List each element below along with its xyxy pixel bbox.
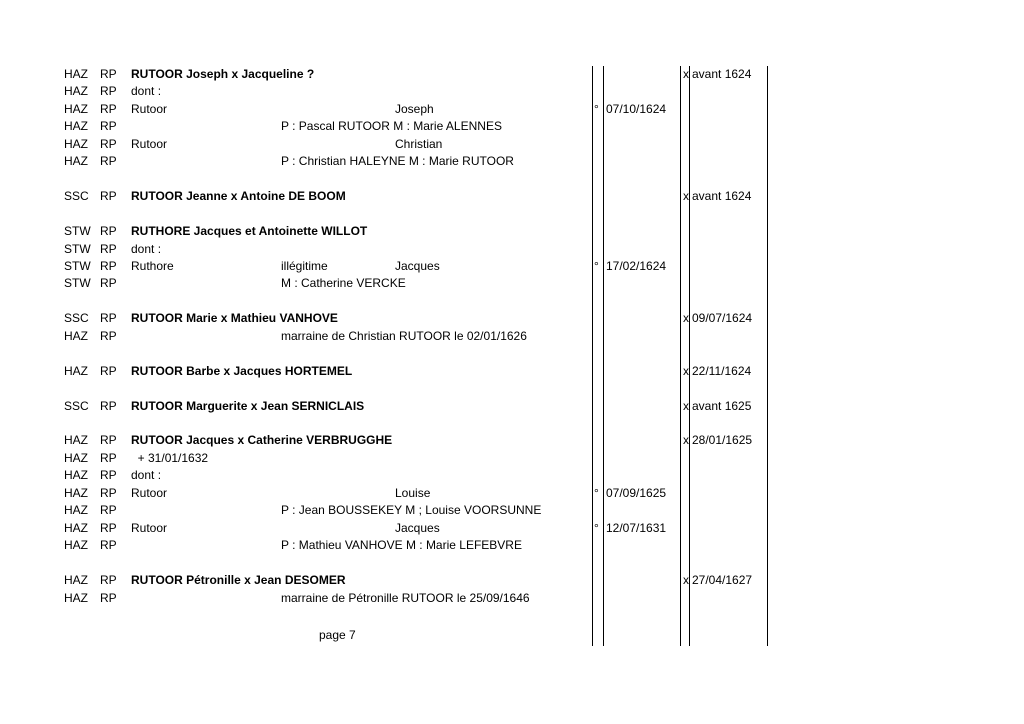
register-type: RP xyxy=(100,224,117,239)
marriage-date: 28/01/1625 xyxy=(692,433,753,448)
marriage-date: 27/04/1627 xyxy=(692,573,753,588)
entry-detail: marraine de Christian RUTOOR le 02/01/1626 xyxy=(281,328,527,343)
marriage-mark: x xyxy=(683,189,689,204)
marriage-mark: x xyxy=(683,311,689,326)
table-row xyxy=(0,310,1024,327)
table-row xyxy=(0,450,1024,467)
register-type: RP xyxy=(100,433,117,448)
marriage-mark: x xyxy=(683,363,689,378)
register-type: RP xyxy=(100,84,117,99)
entry-name: RUTOOR Joseph x Jacqueline ? xyxy=(131,67,315,81)
parish-code: HAZ xyxy=(64,84,88,99)
marriage-date: 09/07/1624 xyxy=(692,311,753,326)
table-row xyxy=(0,118,1024,135)
marriage-date: avant 1624 xyxy=(692,189,752,204)
register-type: RP xyxy=(100,276,117,291)
marriage-mark: x xyxy=(683,573,689,588)
entry-name: dont : xyxy=(131,84,162,99)
marriage-date: 22/11/1624 xyxy=(692,363,752,378)
given-name: Jacques xyxy=(395,520,440,535)
register-type: RP xyxy=(100,520,117,535)
table-row xyxy=(0,432,1024,449)
parish-code: STW xyxy=(64,258,91,273)
table-row xyxy=(0,363,1024,380)
parish-code: STW xyxy=(64,241,91,256)
baptism-date: 07/09/1625 xyxy=(606,485,667,500)
given-name: Louise xyxy=(395,485,431,500)
entry-name: RUTOOR Jeanne x Antoine DE BOOM xyxy=(131,189,346,204)
register-type: RP xyxy=(100,101,117,116)
table-row xyxy=(0,258,1024,275)
register-type: RP xyxy=(100,485,117,500)
entry-name: Rutoor xyxy=(131,485,168,500)
marriage-date: avant 1625 xyxy=(692,398,752,413)
register-type: RP xyxy=(100,450,117,465)
register-type: RP xyxy=(100,154,117,169)
given-name: Joseph xyxy=(395,101,434,116)
register-type: RP xyxy=(100,590,117,605)
table-row xyxy=(0,590,1024,607)
register-type: RP xyxy=(100,363,117,378)
register-type: RP xyxy=(100,503,117,518)
parish-code: HAZ xyxy=(64,67,88,81)
entry-detail: P : Pascal RUTOOR M : Marie ALENNES xyxy=(281,119,502,134)
entry-detail: illégitime xyxy=(281,258,328,273)
table-row xyxy=(0,241,1024,258)
baptism-date: 07/10/1624 xyxy=(606,101,667,116)
table-row xyxy=(0,485,1024,502)
register-type: RP xyxy=(100,119,117,134)
parish-code: HAZ xyxy=(64,101,88,116)
entry-detail: P : Jean BOUSSEKEY M ; Louise VOORSUNNE xyxy=(281,503,542,518)
parish-code: HAZ xyxy=(64,503,88,518)
entry-detail: P : Mathieu VANHOVE M : Marie LEFEBVRE xyxy=(281,538,522,553)
entry-name: RUTOOR Marguerite x Jean SERNICLAIS xyxy=(131,398,365,413)
table-row xyxy=(0,502,1024,519)
parish-code: HAZ xyxy=(64,573,88,588)
register-type: RP xyxy=(100,398,117,413)
table-row xyxy=(0,136,1024,153)
parish-code: HAZ xyxy=(64,468,88,483)
table-row xyxy=(0,572,1024,589)
table-row xyxy=(0,101,1024,118)
parish-code: STW xyxy=(64,224,91,239)
entry-name: RUTOOR Marie x Mathieu VANHOVE xyxy=(131,311,338,326)
register-type: RP xyxy=(100,311,117,326)
parish-code: SSC xyxy=(64,189,89,204)
table-row xyxy=(0,328,1024,345)
entry-name: RUTOOR Jacques x Catherine VERBRUGGHE xyxy=(131,433,393,448)
entry-detail: marraine de Pétronille RUTOOR le 25/09/1646 xyxy=(281,590,530,605)
baptism-mark: ° xyxy=(594,485,599,500)
parish-code: STW xyxy=(64,276,91,291)
parish-code: SSC xyxy=(64,398,89,413)
register-type: RP xyxy=(100,241,117,256)
parish-code: HAZ xyxy=(64,450,88,465)
table-row xyxy=(0,188,1024,205)
register-type: RP xyxy=(100,468,117,483)
table-row xyxy=(0,66,1024,83)
register-type: RP xyxy=(100,328,117,343)
parish-code: HAZ xyxy=(64,538,88,553)
parish-code: HAZ xyxy=(64,520,88,535)
entry-name: Ruthore xyxy=(131,258,174,273)
table-row xyxy=(0,520,1024,537)
entry-detail: P : Christian HALEYNE M : Marie RUTOOR xyxy=(281,154,514,169)
baptism-mark: ° xyxy=(594,520,599,535)
parish-code: HAZ xyxy=(64,363,88,378)
table-row xyxy=(0,275,1024,292)
given-name: Jacques xyxy=(395,258,440,273)
parish-code: HAZ xyxy=(64,433,88,448)
register-type: RP xyxy=(100,67,117,81)
table-row xyxy=(0,153,1024,170)
baptism-date: 12/07/1631 xyxy=(606,520,667,535)
entry-name: Rutoor xyxy=(131,136,168,151)
register-type: RP xyxy=(100,573,117,588)
entry-name: RUTHORE Jacques et Antoinette WILLOT xyxy=(131,224,368,239)
table-row xyxy=(0,83,1024,100)
marriage-date: avant 1624 xyxy=(692,67,752,81)
table-row xyxy=(0,467,1024,484)
parish-code: HAZ xyxy=(64,328,88,343)
page-number: page 7 xyxy=(319,628,356,642)
entry-detail: M : Catherine VERCKE xyxy=(281,276,406,291)
parish-code: HAZ xyxy=(64,136,88,151)
entry-name: Rutoor xyxy=(131,101,168,116)
parish-code: HAZ xyxy=(64,119,88,134)
parish-code: HAZ xyxy=(64,590,88,605)
table-row xyxy=(0,537,1024,554)
register-type: RP xyxy=(100,538,117,553)
table-row xyxy=(0,223,1024,240)
given-name: Christian xyxy=(395,136,443,151)
parish-code: HAZ xyxy=(64,485,88,500)
register-type: RP xyxy=(100,258,117,273)
table-row xyxy=(0,398,1024,415)
entry-name: dont : xyxy=(131,468,162,483)
baptism-mark: ° xyxy=(594,258,599,273)
marriage-mark: x xyxy=(683,398,689,413)
entry-name: RUTOOR Pétronille x Jean DESOMER xyxy=(131,573,346,588)
entry-name: dont : xyxy=(131,241,162,256)
baptism-date: 17/02/1624 xyxy=(606,258,667,273)
parish-code: HAZ xyxy=(64,154,88,169)
parish-code: SSC xyxy=(64,311,89,326)
marriage-mark: x xyxy=(683,433,689,448)
entry-name: + 31/01/1632 xyxy=(131,450,209,465)
baptism-mark: ° xyxy=(594,101,599,116)
register-type: RP xyxy=(100,136,117,151)
entry-name: Rutoor xyxy=(131,520,168,535)
register-type: RP xyxy=(100,189,117,204)
entry-name: RUTOOR Barbe x Jacques HORTEMEL xyxy=(131,363,353,378)
marriage-mark: x xyxy=(683,67,689,81)
